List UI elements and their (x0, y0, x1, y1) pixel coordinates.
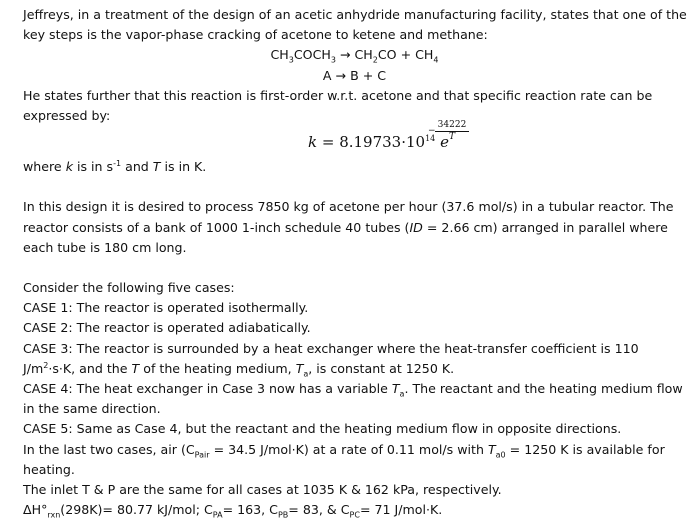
case-5: CASE 5: Same as Case 4, but the reactant and the heating medium flow in opposite directions. (23, 421, 622, 437)
rate-line-1: He states further that this reaction is first-order w.r.t. acetone and that specific reaction rate can be (23, 87, 653, 103)
exponent-numerator: 34222 (437, 120, 467, 131)
intro-line-1: Jeffreys, in a treatment of the design of an acetic anhydride manufacturing facility, states that one of the (23, 7, 687, 22)
rate-line-2: expressed by: (23, 108, 111, 124)
reaction-letters: A → B + C (322, 67, 387, 83)
case-4-line-2: in the same direction. (23, 401, 161, 417)
design-line-2: reactor consists of a bank of 1000 1-inch schedule 40 tubes (ID = 2.66 cm) arranged in parallel where (23, 219, 668, 235)
thermo-data: $\Delta H^\circ_{rxn}(298K)= 80.77$ kJ/mol; $C_{PA}= 163$, $C_{PB}= 83$, & $C_{PC}= 71$ J/mol·K. (23, 502, 443, 520)
case-1: CASE 1: The reactor is operated isothermally. (23, 300, 309, 316)
rate-equation (23, 120, 686, 157)
air-line-2: heating. (23, 461, 75, 477)
reaction-formula: $CH_3COCH_3 \to CH_2CO + CH_4$ (270, 47, 439, 65)
rate-equation-body: $k = 8.19733\cdot 10^{14}$ e (308, 133, 449, 152)
units-note: where k is in $s^{-1}$ and T is in K. (23, 159, 207, 175)
air-line-1: In the last two cases, air ($C_{Pair} = 34.5$ J/mol·K) at a rate of 0.11 mol/s with $T_{a0} = 1250$ K is available for (23, 441, 665, 460)
intro-line-2: key steps is the vapor-phase cracking of acetone to ketene and methane: (23, 27, 488, 43)
design-line-1: In this design it is desired to process 7850 kg of acetone per hour (37.6 mol/s) in a tubular reactor. The (23, 199, 674, 215)
case-2: CASE 2: The reactor is operated adiabatically. (23, 320, 311, 336)
case-3-line-2: $J/m^2\cdot s\cdot K$, and the T of the heating medium, $T_a$, is constant at 1250 K. (23, 360, 455, 379)
exponent-denominator: T (435, 131, 469, 142)
case-3-line-1: CASE 3: The reactor is surrounded by a heat exchanger where the heat-transfer coefficient is 110 (23, 340, 639, 356)
design-line-3: each tube is 180 cm long. (23, 239, 187, 255)
inlet-conditions: The inlet T & P are the same for all cases at 1035 K & 162 kPa, respectively. (23, 482, 502, 498)
case-4-line-1: CASE 4: The heat exchanger in Case 3 now has a variable $T_a$. The reactant and the heating medium flow (23, 381, 683, 399)
cases-intro: Consider the following five cases: (23, 280, 235, 296)
rate-exponent: − 34222 T (435, 120, 469, 142)
